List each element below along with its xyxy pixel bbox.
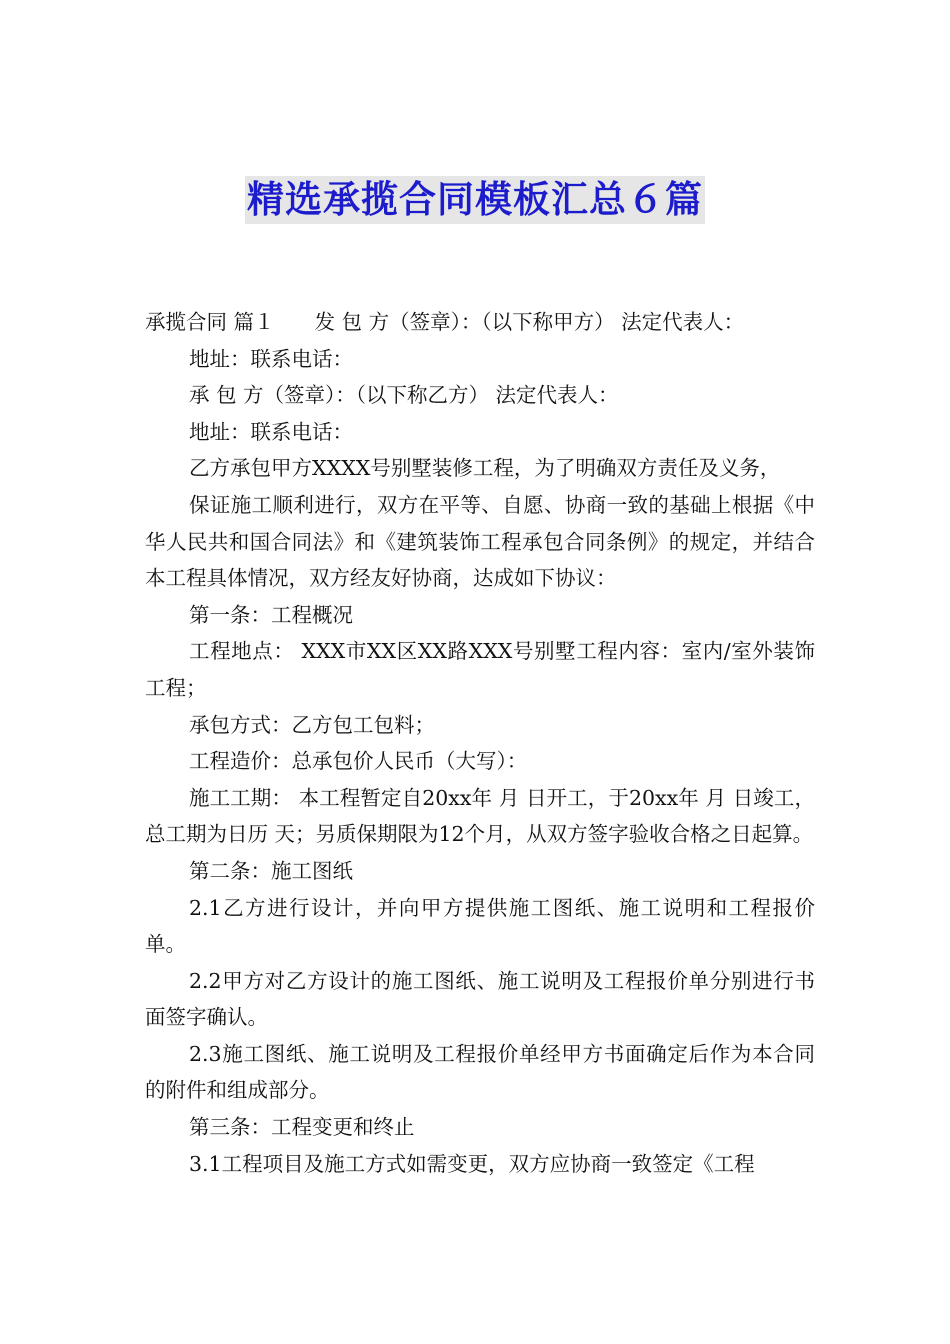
employer-line: 发 包 方（签章）：（以下称甲方） 法定代表人： (314, 310, 745, 334)
construction-period: 施工工期： 本工程暂定自20xx年 月 日开工，于20xx年 月 日竣工，总工期为日历 天；另质保期限为12个月，从双方签字验收合格之日起算。 (145, 785, 815, 847)
article-3-heading: 第三条：工程变更和终止 (189, 1115, 415, 1140)
clause-3-1: 3.1工程项目及施工方式如需变更，双方应协商一致签定《工程 (189, 1151, 755, 1176)
project-location: 工程地点： XXX市XX区XX路XXX号别墅工程内容：室内/室外装饰工程； (145, 639, 815, 700)
document-title: 精选承揽合同模板汇总６篇 (245, 176, 705, 224)
employer-address: 地址：联系电话： (189, 346, 353, 371)
contract-method: 承包方式：乙方包工包料； (189, 712, 435, 737)
clause-2-3: 2.3施工图纸、施工说明及工程报价单经甲方书面确定后作为本合同的附件和组成部分。 (145, 1041, 815, 1103)
contractor-line: 承 包 方（签章）：（以下称乙方） 法定代表人： (189, 383, 619, 408)
contractor-address: 地址：联系电话： (189, 419, 353, 444)
contract-heading: 承揽合同 篇１ (145, 310, 275, 334)
preamble-paragraph: 保证施工顺利进行，双方在平等、自愿、协商一致的基础上根据《中华人民共和国合同法》和《建筑装饰工程承包合同条例》的规定，并结合本工程具体情况，双方经友好协商，达成如下协议： (145, 492, 815, 591)
clause-2-1: 2.1乙方进行设计，并向甲方提供施工图纸、施工说明和工程报价单。 (145, 895, 815, 957)
article-2-heading: 第二条：施工图纸 (189, 858, 353, 883)
title-container (0, 176, 950, 224)
clause-2-2: 2.2甲方对乙方设计的施工图纸、施工说明及工程报价单分别进行书面签字确认。 (145, 968, 815, 1030)
article-1-heading: 第一条：工程概况 (189, 602, 353, 627)
document-body (145, 304, 815, 1182)
contract-heading-line (145, 304, 815, 341)
project-cost: 工程造价：总承包价人民币（大写）： (189, 749, 528, 774)
preamble-line-1: 乙方承包甲方XXXX号别墅装修工程，为了明确双方责任及义务， (189, 456, 781, 481)
